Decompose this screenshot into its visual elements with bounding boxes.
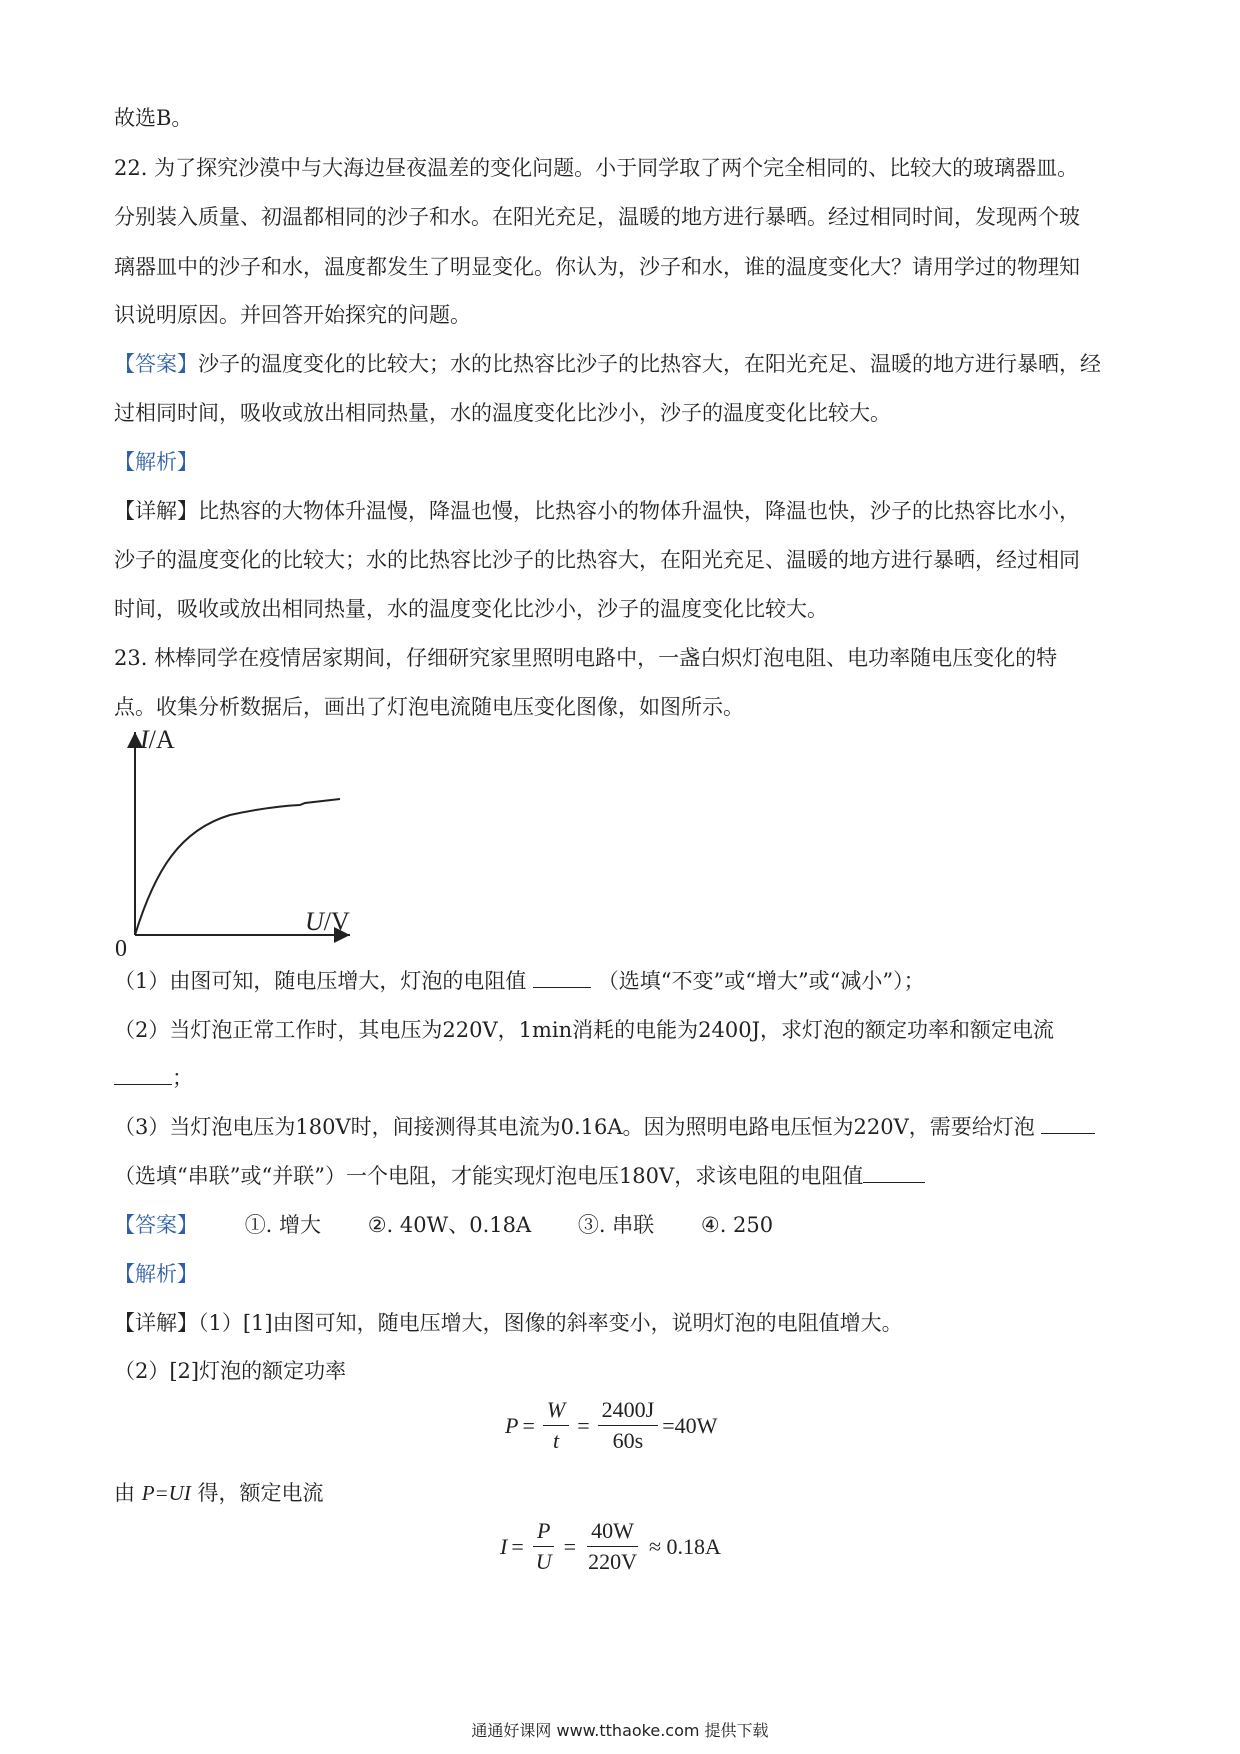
inline-formula: P=UI (141, 1481, 191, 1505)
answer-blank (1041, 1115, 1095, 1134)
answer-item: ④. 250 (700, 1213, 774, 1237)
sub-question-1 (114, 966, 1130, 996)
answer-blank (533, 969, 591, 988)
answer-item: ②. 40W、0.18A (367, 1213, 532, 1237)
denominator: 220V (588, 1549, 637, 1574)
detail-22-line: 时间，吸收或放出相同热量，水的温度变化比沙小，沙子的温度变化比较大。 (114, 597, 828, 621)
numerator: P (533, 1518, 554, 1547)
fraction (532, 1518, 556, 1575)
numerator: 40W (587, 1518, 638, 1547)
fraction (598, 1397, 659, 1454)
numerator: W (543, 1397, 569, 1426)
analysis-tag: 【解析】 (114, 450, 198, 474)
question-23-line: 点。收集分析数据后，画出了灯泡电流随电压变化图像，如图所示。 (114, 695, 744, 719)
sub-question-text: ； (172, 1066, 193, 1090)
analysis-tag: 【解析】 (114, 1262, 198, 1286)
detail-tag: 【详解】 (114, 499, 198, 523)
detail-text: 由 (114, 1481, 135, 1505)
answer-item: ③. 串联 (577, 1213, 655, 1237)
detail-22-line (114, 496, 1130, 526)
question-22-line: 识说明原因。并回答开始探究的问题。 (114, 303, 471, 327)
question-22-line: 分别装入质量、初温都相同的沙子和水。在阳光充足，温暖的地方进行暴晒。经过相同时间，发现两个玻 (114, 205, 1080, 229)
formula-symbol: I (500, 1533, 508, 1559)
detail-23-line (114, 1308, 1130, 1338)
answer-tag: 【答案】 (114, 1213, 198, 1237)
origin-label: 0 (115, 936, 127, 960)
sub-question-2: （2）当灯泡正常工作时，其电压为220V，1min消耗的电能为2400J，求灯泡的额定功率和额定电流 (114, 1018, 1054, 1042)
answer-tag: 【答案】 (114, 352, 198, 376)
y-axis-label: I/A (140, 725, 175, 754)
sub-question-3b (114, 1161, 1130, 1191)
answer-item: ①. 增大 (244, 1213, 322, 1237)
sub-question-text: （选填“串联”或“并联”）一个电阻，才能实现灯泡电压180V，求该电阻的电阻值 (114, 1164, 864, 1188)
formula-result: =40W (662, 1412, 718, 1438)
denominator: 60s (612, 1428, 644, 1453)
numerator: 2400J (598, 1397, 659, 1426)
fraction (543, 1397, 569, 1454)
formula-result: ≈ 0.18A (648, 1533, 721, 1559)
answer-text: 沙子的温度变化的比较大；水的比热容比沙子的比热容大，在阳光充足、温暖的地方进行暴晒，经 (198, 352, 1101, 376)
sub-question-text: （1）由图可知，随电压增大，灯泡的电阻值 (114, 969, 527, 993)
formula-symbol: P (505, 1412, 519, 1438)
answer-22-line (114, 349, 1130, 379)
detail-text: 比热容的大物体升温慢，降温也慢，比热容小的物体升温快，降温也快，沙子的比热容比水小， (198, 499, 1080, 523)
sub-question-text: （选填“不变”或“增大”或“减小”）； (597, 969, 925, 993)
x-axis-label: U/V (305, 907, 350, 936)
denominator: U (535, 1549, 552, 1574)
detail-23-line: （2）[2]灯泡的额定功率 (114, 1359, 347, 1383)
answer-22-line: 过相同时间，吸收或放出相同热量，水的温度变化比沙小，沙子的温度变化比较大。 (114, 401, 891, 425)
question-22-line: 22. 为了探究沙漠中与大海边昼夜温差的变化问题。小于同学取了两个完全相同的、比较大的玻璃器皿。 (114, 156, 1079, 180)
sub-question-text: （3）当灯泡电压为180V时，间接测得其电流为0.16A。因为照明电路电压恒为220V，需要给灯泡 (114, 1115, 1035, 1139)
question-23-line: 23. 林棒同学在疫情居家期间，仔细研究家里照明电路中，一盏白炽灯泡电阻、电功率随电压变化的特 (114, 646, 1058, 670)
detail-22-line: 沙子的温度变化的比较大；水的比热容比沙子的比热容大，在阳光充足、温暖的地方进行暴晒，经过相同 (114, 548, 1080, 572)
power-formula: P = $\frac{W}{t}$ = $\frac{2400J}{60s}$ =40W (505, 1397, 718, 1453)
sub-question-3 (114, 1112, 1130, 1142)
current-voltage-graph (110, 720, 380, 960)
answer-blank (114, 1066, 172, 1085)
detail-23-line (114, 1478, 1130, 1508)
answer-blank (863, 1164, 925, 1183)
question-22-line: 璃器皿中的沙子和水，温度都发生了明显变化。你认为，沙子和水，谁的温度变化大？请用学过的物理知 (114, 255, 1080, 279)
current-formula: I = $\frac{P}{U}$ = $\frac{40W}{220V}$ ≈ 0.18A (500, 1518, 721, 1574)
sub-question-2-blank (114, 1063, 1130, 1093)
denominator: t (552, 1428, 560, 1453)
detail-text: 得，额定电流 (197, 1481, 324, 1505)
fraction (584, 1518, 641, 1575)
detail-tag: 【详解】 (114, 1311, 198, 1335)
answer-23-line (114, 1210, 1130, 1240)
detail-text: （1）[1]由图可知，随电压增大，图像的斜率变小，说明灯泡的电阻值增大。 (198, 1311, 903, 1335)
footer-watermark: 通通好课网 www.tthaoke.com 提供下载 (471, 1721, 769, 1740)
text-line: 故选B。 (114, 106, 193, 130)
